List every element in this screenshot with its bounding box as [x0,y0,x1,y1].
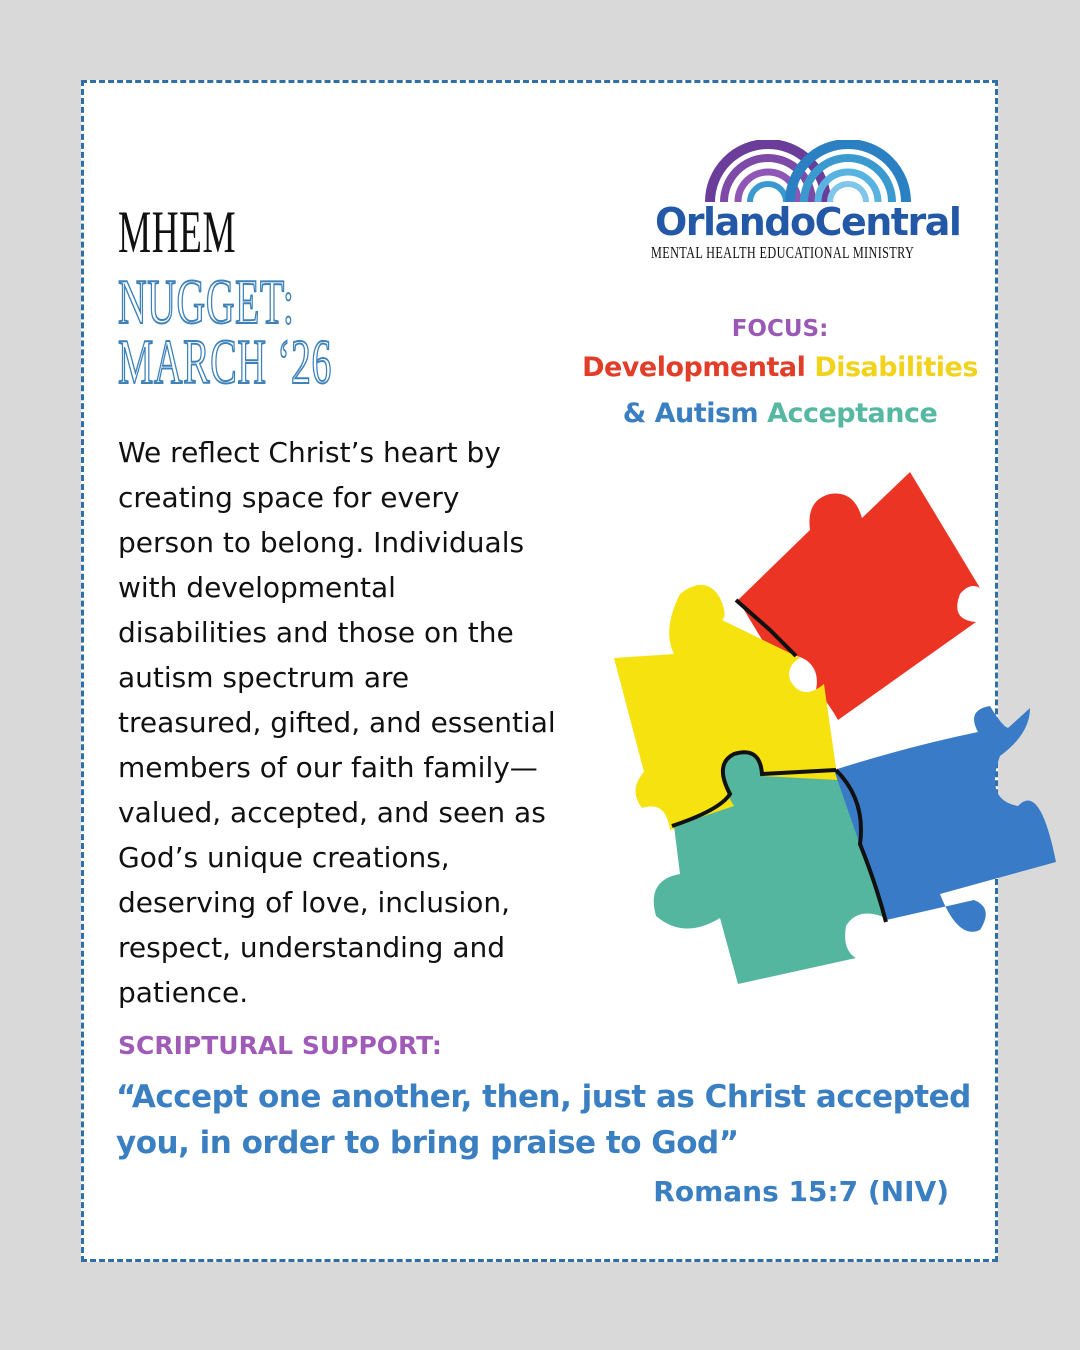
body-line: treasured, gifted, and essential [118,706,556,739]
title-month-line: MARCH ‘26 [118,326,332,397]
body-line: deserving of love, inclusion, [118,886,511,919]
logo-name: OrlandoCentral [655,200,961,244]
body-paragraph [118,430,598,1015]
focus-word-autism: & Autism [622,398,759,429]
body-line: respect, understanding and [118,931,506,964]
focus-line-1 [560,345,1000,391]
body-line: We reflect Christ’s heart by [118,436,501,469]
body-line: person to belong. Individuals [118,526,525,559]
scripture-reference: Romans 15:7 (NIV) [653,1175,949,1208]
body-line: patience. [118,976,249,1009]
body-line: creating space for every [118,481,460,514]
logo-subtitle: MENTAL HEALTH EDUCATIONAL MINISTRY [651,243,915,262]
body-line: disabilities and those on the [118,616,514,649]
focus-block [560,313,1000,437]
body-line: members of our faith family— [118,751,538,784]
focus-word-acceptance: Acceptance [767,398,938,429]
title-nugget [118,266,332,397]
scripture-label: SCRIPTURAL SUPPORT: [118,1031,442,1060]
body-line: valued, accepted, and seen as [118,796,546,829]
puzzle-pieces-icon [610,470,1070,990]
scripture-quote [116,1074,971,1166]
body-line: with developmental [118,571,396,604]
title-mhem: MHEM [118,199,237,265]
focus-label: FOCUS: [731,316,829,342]
quote-line-1: “Accept one another, then, just as Christ accepted [116,1079,971,1115]
quote-line-2: you, in order to bring praise to God” [116,1125,739,1161]
title-nugget-line: NUGGET: [118,266,295,337]
body-line: autism spectrum are [118,661,410,694]
focus-line-2 [560,391,1000,437]
focus-word-disabilities: Disabilities [814,352,978,383]
body-line: God’s unique creations, [118,841,450,874]
focus-word-developmental: Developmental [582,352,806,383]
